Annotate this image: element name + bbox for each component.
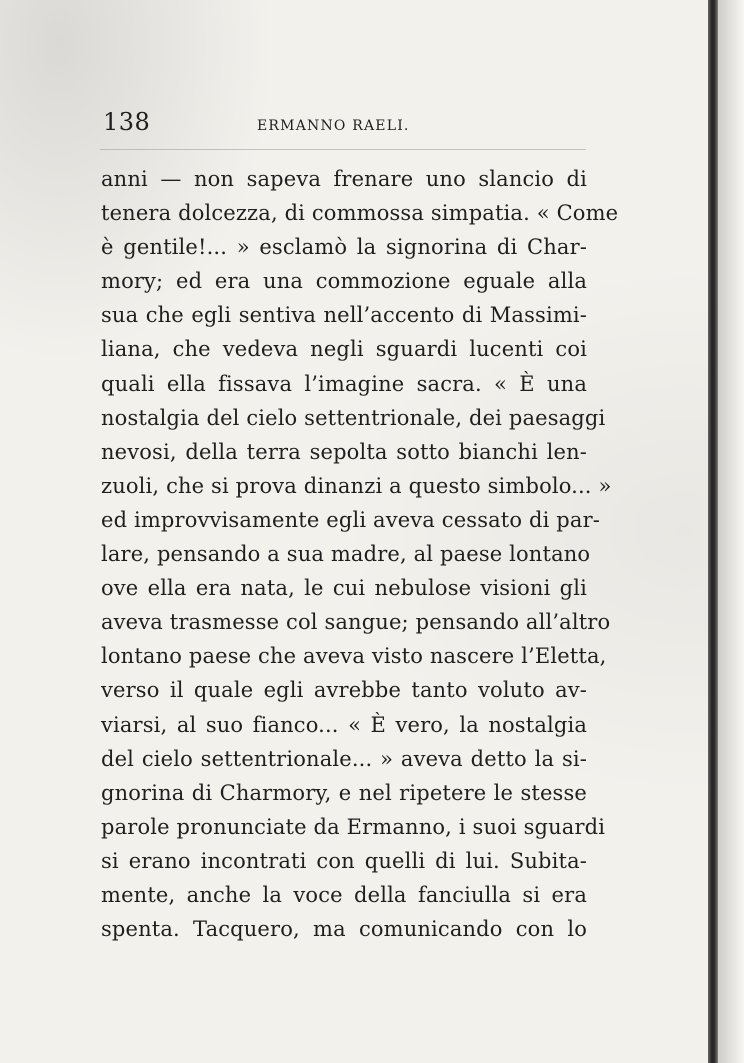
text-line: spenta. Tacquero, ma comunicando con lo — [101, 917, 587, 942]
text-line: si erano incontrati con quelli di lui. Subita- — [101, 848, 587, 873]
text-line: tenera dolcezza, di commossa simpatia. « Come — [101, 201, 619, 226]
text-line: aveva trasmesse col sangue; pensando all’altro — [101, 610, 611, 635]
text-line: quali ella fissava l’imagine sacra. « È una — [101, 371, 587, 396]
running-head: ERMANNO RAELI. — [257, 118, 410, 134]
text-line: ove ella era nata, le cui nebulose visioni gli — [101, 576, 587, 601]
text-line: mory; ed era una commozione eguale alla — [101, 269, 587, 294]
text-line: mente, anche la voce della fanciulla si era — [101, 882, 587, 907]
body-text — [101, 162, 619, 946]
text-line: lontano paese che aveva visto nascere l’Eletta, — [101, 644, 607, 669]
text-line: parole pronunciate da Ermanno, i suoi sguardi — [101, 814, 606, 839]
text-line: zuoli, che si prova dinanzi a questo simbolo... » — [101, 473, 612, 498]
text-line: viarsi, al suo fianco... « È vero, la nostalgia — [101, 712, 587, 737]
text-line: nostalgia del cielo settentrionale, dei paesaggi — [101, 405, 606, 430]
text-line: ed improvvisamente egli aveva cessato di par- — [101, 507, 600, 532]
text-line: del cielo settentrionale... » aveva detto la si- — [101, 746, 587, 771]
page-header — [103, 106, 585, 146]
book-spine-shadow — [708, 0, 718, 1063]
text-line: nevosi, della terra sepolta sotto bianchi len- — [101, 439, 587, 464]
page-number: 138 — [103, 108, 151, 136]
page-edge-margin — [718, 0, 744, 1063]
text-line: gnorina di Charmory, e nel ripetere le stesse — [101, 780, 587, 805]
text-line: liana, che vedeva negli sguardi lucenti coi — [101, 337, 587, 362]
text-line: anni — non sapeva frenare uno slancio di — [101, 167, 587, 191]
text-line: è gentile!... » esclamò la signorina di Char- — [101, 235, 587, 260]
text-line: verso il quale egli avrebbe tanto voluto av- — [101, 678, 587, 703]
header-rule — [100, 149, 586, 150]
text-line: lare, pensando a sua madre, al paese lontano — [101, 542, 591, 567]
text-line: sua che egli sentiva nell’accento di Massimi- — [101, 303, 587, 328]
